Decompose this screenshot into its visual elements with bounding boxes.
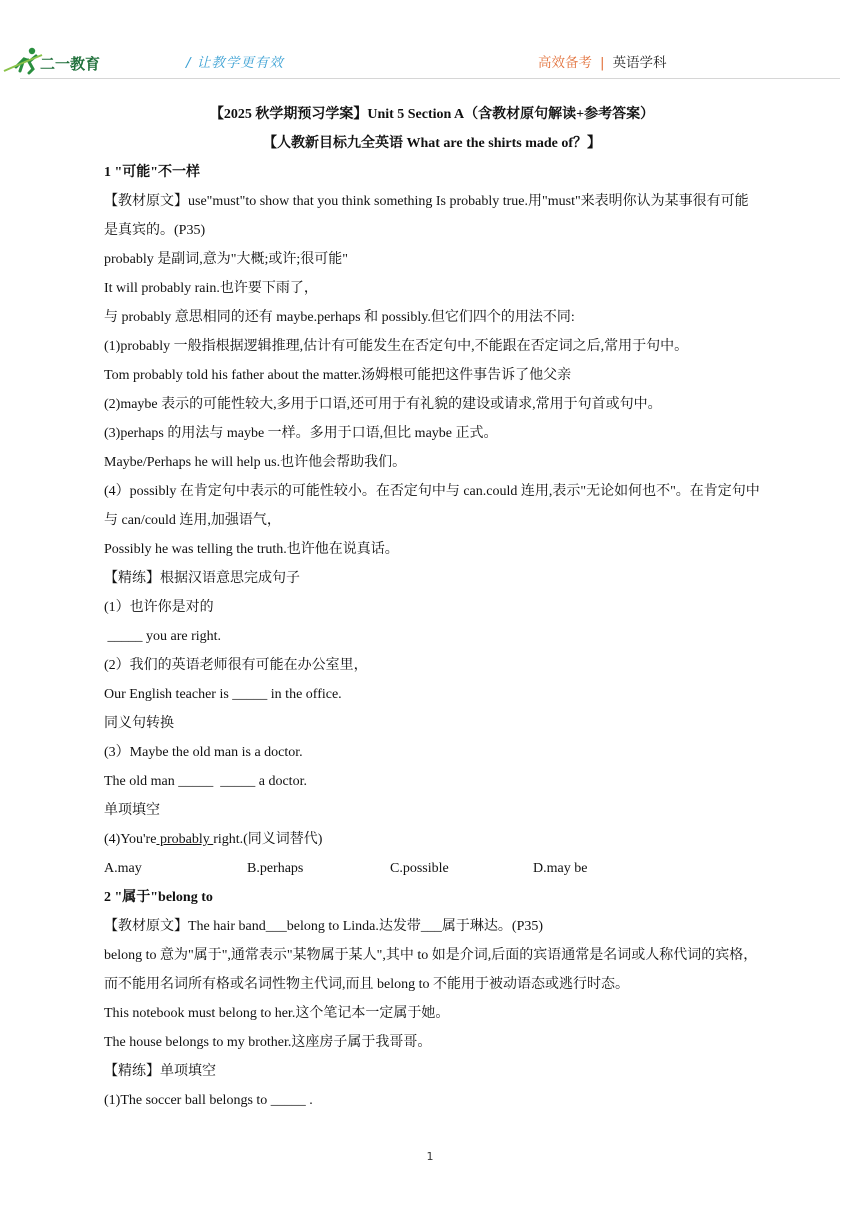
s1-line-5: (1)probably 一般指根据逻辑推理,估计有可能发生在否定句中,不能跟在否定词之后,常用于句中。 (104, 339, 689, 354)
s1-choice-heading: 单项填空 (104, 803, 160, 818)
s1-q2-prompt: (2）我们的英语老师很有可能在办公室里， (104, 658, 368, 673)
s1-line-9: Maybe/Perhaps he will help us.也许他会帮助我们。 (104, 455, 407, 470)
s1-q3-prompt: (3）Maybe the old man is a doctor. (104, 745, 303, 760)
s1-q4-pre: (4)You're (104, 832, 157, 847)
s1-line-4: 与 probably 意思相同的还有 maybe.perhaps 和 possibly.但它们四个的用法不同: (104, 310, 575, 325)
s1-line-3: It will probably rain.也许要下雨了， (104, 281, 318, 296)
doc-title: 【2025 秋学期预习学案】Unit 5 Section A（含教材原句解读+参考答案） (209, 107, 655, 122)
slogan: / 让教学更有效 (186, 55, 284, 71)
s1-q2-answer-line: Our English teacher is _____ in the office. (104, 687, 342, 702)
s2-line-4: The house belongs to my brother.这座房子属于我哥哥。 (104, 1035, 432, 1050)
s2-line-1 (104, 912, 760, 941)
s1-q3-answer-line: The old man _____ _____ a doctor. (104, 774, 307, 789)
option-c: C.possible (390, 861, 449, 876)
section-2-heading: 2 "属于"belong to (104, 890, 213, 905)
s2-l1-mid: belong to Linda.达发带 (286, 919, 421, 934)
doc-subtitle: 【人教新目标九全英语 What are the shirts made of？】 (262, 136, 602, 151)
s1-line-1: 【教材原文】use"must"to show that you think something Is probably true.用"must"来表明你认为某事很有可能是真宾的。(P35) (104, 194, 749, 238)
header-divider (20, 78, 840, 79)
option-b: B.perhaps (247, 861, 304, 876)
s1-line-8: (3)perhaps 的用法与 maybe 一样。多用于口语,但比 maybe 正式。 (104, 426, 498, 441)
s1-practice-heading: 【精练】根据汉语意思完成句子 (104, 571, 300, 586)
s1-line-7: (2)maybe 表示的可能性较大,多用于口语,还可用于有礼貌的建设或请求,常用于句首或句中。 (104, 397, 662, 412)
logo (2, 45, 112, 75)
subject-tags (538, 51, 667, 71)
s1-q1-prompt: (1）也许你是对的 (104, 600, 214, 615)
s2-line-2: belong to 意为"属于",通常表示"某物属于某人",其中 to 如是介词,后面的宾语通常是名词或人称代词的宾格，而不能用名词所有格或名词性物主代词,而且 belong to 不能用于被动语态或逃行时态。 (104, 948, 758, 992)
s1-line-6: Tom probably told his father about the matter.汤姆根可能把这件事告诉了他父亲 (104, 368, 572, 383)
s1-q4-options (104, 854, 760, 883)
s1-q4-prompt (104, 825, 760, 854)
tag-exam-prep: 高效备考 (538, 55, 592, 71)
s2-l1-pre: 【教材原文】The hair band (104, 919, 266, 934)
s2-line-3: This notebook must belong to her.这个笔记本一定属于她。 (104, 1006, 450, 1021)
s2-q1-prompt: (1)The soccer ball belongs to _____ . (104, 1093, 313, 1108)
option-a: A.may (104, 861, 142, 876)
s2-l1-blank-2: ___ (420, 919, 442, 934)
s1-q4-post: right.(同义词替代) (213, 832, 323, 847)
s1-line-11: Possibly he was telling the truth.也许他在说真话。 (104, 542, 399, 557)
tag-subject: 英语学科 (612, 55, 667, 71)
s1-q1-answer-line: _____ you are right. (104, 629, 222, 644)
logo-text: 二一教育 (40, 55, 101, 73)
runner-logo-icon (2, 45, 112, 75)
page-header (0, 40, 860, 80)
s2-practice-heading: 【精练】单项填空 (104, 1064, 216, 1079)
s1-line-2: probably 是副词,意为"大概;或许;很可能" (104, 252, 348, 267)
page-number: 1 (426, 1150, 434, 1163)
document-body (104, 100, 760, 1115)
tag-separator: | (600, 55, 605, 71)
option-d: D.may be (533, 861, 588, 876)
s1-q4-underlined: probably (156, 832, 214, 847)
section-1-heading: 1 "可能"不一样 (104, 165, 201, 180)
s1-line-10: (4）possibly 在肯定句中表示的可能性较小。在否定句中与 can.could 连用,表示"无论如何也不"。在肯定句中与 can/could 连用,加强语气， (104, 484, 760, 528)
s2-l1-post: 属于琳达。(P35) (441, 919, 544, 934)
s2-l1-blank-1: ___ (265, 919, 287, 934)
s1-rewrite-heading: 同义句转换 (104, 716, 174, 731)
